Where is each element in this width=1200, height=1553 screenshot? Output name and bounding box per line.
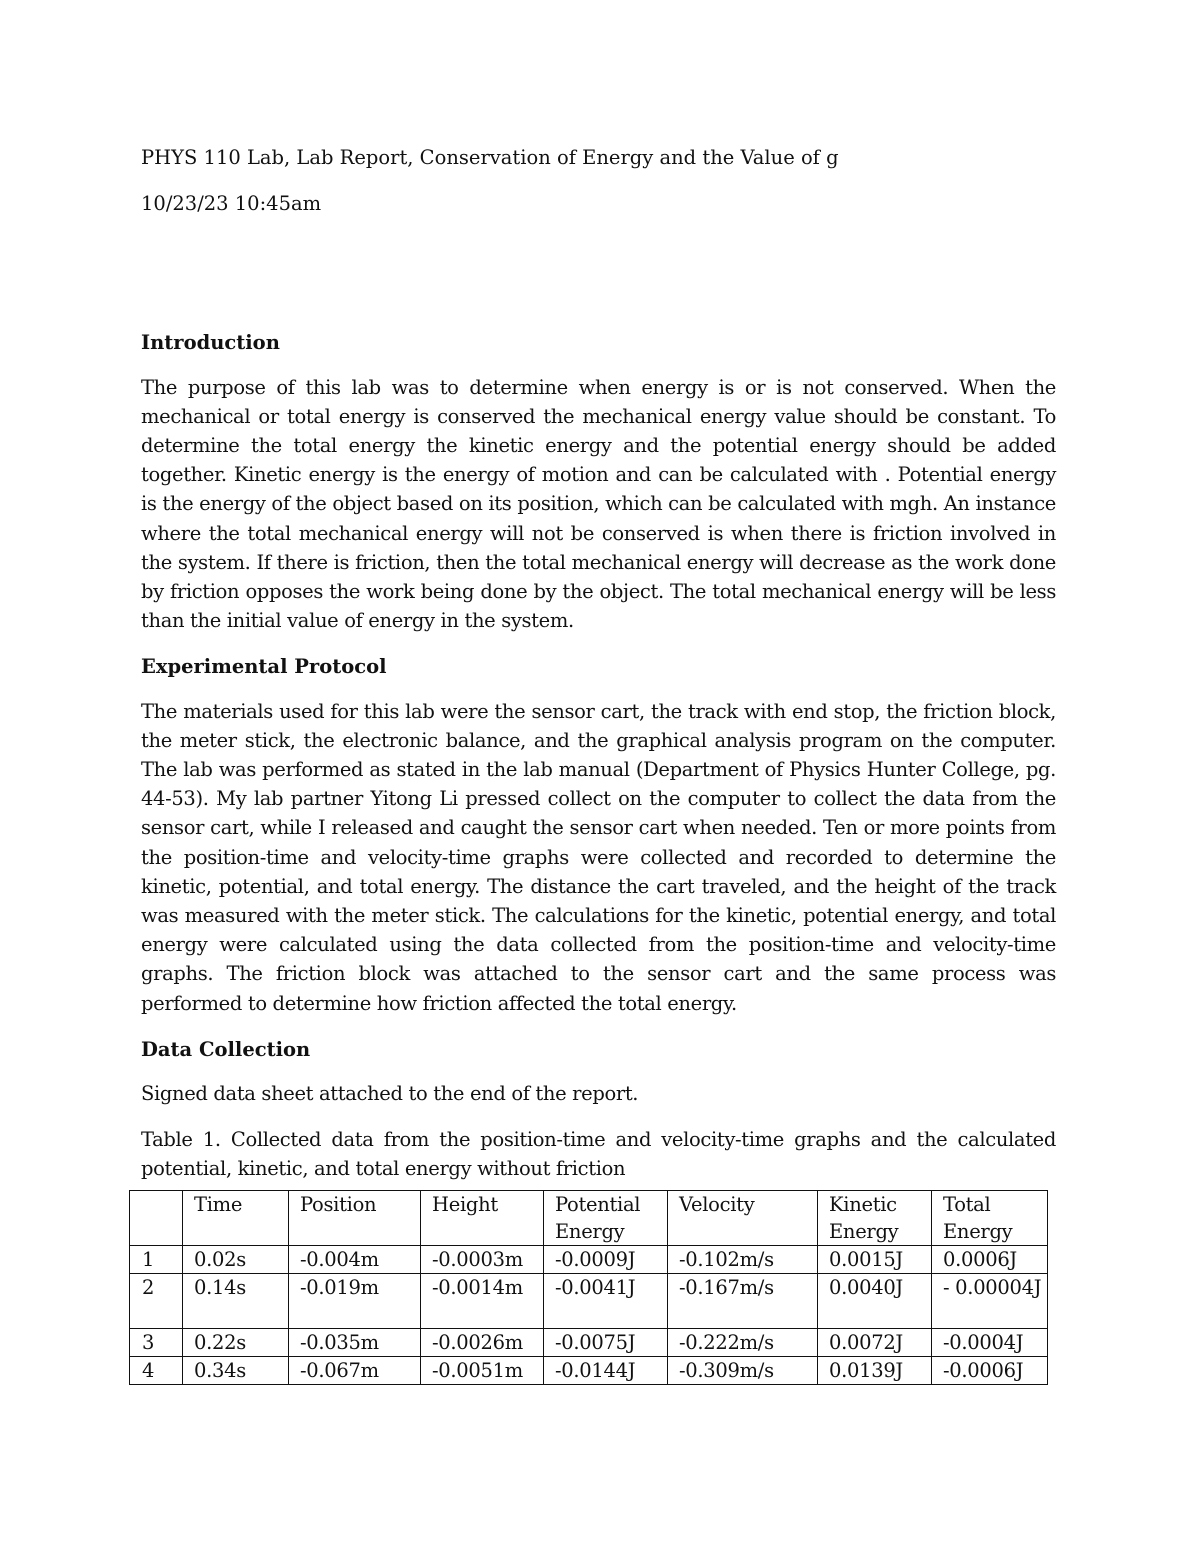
table-cell: 2 [130,1274,183,1329]
table-cell: - 0.00004J [932,1274,1048,1329]
table-cell: -0.0004J [932,1329,1048,1357]
table-cell: -0.067m [289,1357,421,1385]
table-cell: -0.0003m [421,1246,544,1274]
table-cell: -0.309m/s [668,1357,818,1385]
table-cell: -0.0026m [421,1329,544,1357]
table-cell: -0.004m [289,1246,421,1274]
protocol-heading: Experimental Protocol [141,655,387,679]
table-cell: 0.0006J [932,1246,1048,1274]
table-cell: 3 [130,1329,183,1357]
introduction-heading: Introduction [141,331,280,355]
table-cell: 0.0072J [818,1329,932,1357]
table-cell: -0.0144J [544,1357,668,1385]
table-cell: -0.0014m [421,1274,544,1329]
table-cell: 0.34s [183,1357,289,1385]
table-header-row [130,1191,1048,1246]
table-cell: -0.035m [289,1329,421,1357]
table-cell: -0.019m [289,1274,421,1329]
table-cell: -0.222m/s [668,1329,818,1357]
table-cell: -0.0009J [544,1246,668,1274]
table-cell: 4 [130,1357,183,1385]
document-title: PHYS 110 Lab, Lab Report, Conservation of Energy and the Value of g [141,146,839,169]
table-cell: 0.14s [183,1274,289,1329]
table-cell: 0.0139J [818,1357,932,1385]
table-row [130,1246,1048,1274]
table-cell: -0.0051m [421,1357,544,1385]
table-cell: 0.0040J [818,1274,932,1329]
table-cell: 1 [130,1246,183,1274]
table-caption: Table 1. Collected data from the position-time and velocity-time graphs and the calculated potential, kinetic, and total energy without friction [141,1128,1056,1181]
header-cell [130,1191,183,1246]
data-sheet-note: Signed data sheet attached to the end of the report. [141,1082,639,1106]
header-cell: Total Energy [932,1191,1048,1246]
table-cell: -0.0006J [932,1357,1048,1385]
table-row [130,1274,1048,1329]
document-page [141,143,1056,1201]
data-collection-heading: Data Collection [141,1037,311,1061]
table-cell: -0.0075J [544,1329,668,1357]
header-cell: Height [421,1191,544,1246]
header-cell: Velocity [668,1191,818,1246]
table-cell: -0.167m/s [668,1274,818,1329]
table-cell: -0.0041J [544,1274,668,1329]
header-cell: Position [289,1191,421,1246]
table-cell: -0.102m/s [668,1246,818,1274]
table-cell: 0.0015J [818,1246,932,1274]
energy-data-table [129,1190,1048,1385]
document-date: 10/23/23 10:45am [141,192,322,216]
protocol-paragraph: The materials used for this lab were the sensor cart, the track with end stop, the friction block, the meter stick, the electronic balance, and the graphical analysis program on the computer. The lab was performed as stated in the lab manual (Department of Physics Hunter College, pg. 44-53). My lab partner Yitong Li pressed collect on the computer to collect the data from the sensor cart, while I released and caught the sensor cart when needed. Ten or more points from the position-time and velocity-time graphs were collected and recorded to determine the kinetic, potential, and total energy. The distance the cart traveled, and the height of the track was measured with the meter stick. The calculations for the kinetic, potential energy, and total energy were calculated using the data collected from the position-time and velocity-time graphs. The friction block was attached to the sensor cart and the same process was performed to determine how friction affected the total energy. [141,699,1056,1015]
header-cell: Potential Energy [544,1191,668,1246]
introduction-paragraph: The purpose of this lab was to determine when energy is or is not conserved. When the mechanical or total energy is conserved the mechanical energy value should be constant. To determine the total energy the kinetic energy and the potential energy should be added together. Kinetic energy is the energy of motion and can be calculated with . Potential energy is the energy of the object based on its position, which can be calculated with mgh. An instance where the total mechanical energy will not be conserved is when there is friction involved in the system. If there is friction, then the total mechanical energy will decrease as the work done by friction opposes the work being done by the object. The total mechanical energy will be less than the initial value of energy in the system. [141,375,1056,633]
table-cell: 0.22s [183,1329,289,1357]
header-cell: Kinetic Energy [818,1191,932,1246]
table-cell: 0.02s [183,1246,289,1274]
table-row [130,1357,1048,1385]
header-cell: Time [183,1191,289,1246]
table-row [130,1329,1048,1357]
